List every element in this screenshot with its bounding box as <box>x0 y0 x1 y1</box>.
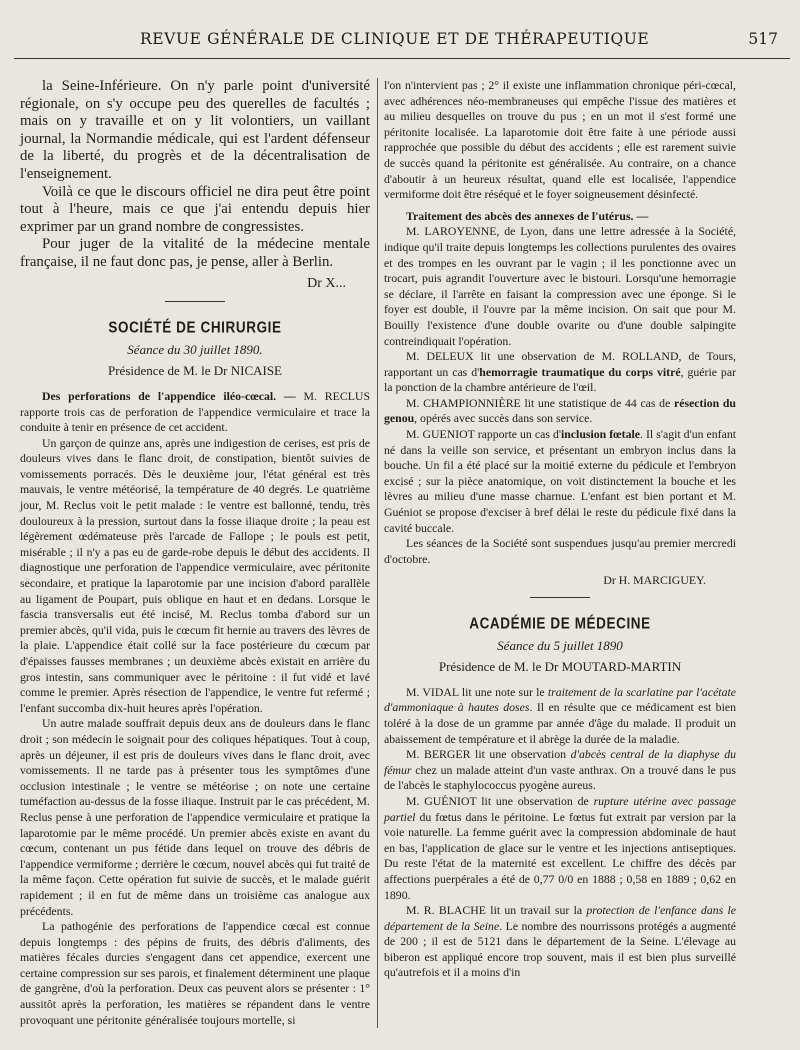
session-date: Séance du 5 juillet 1890 <box>497 637 623 653</box>
article-paragraph: La pathogénie des perforations de l'appendice cœcal est connue depuis longtemps : des pépins de fruits, des débris d'aliments, des matières fécales durcies s'engagent dans cet appendice, exercent une certaine compression sur ses parois, et finalement déterminent une plaque de gangrène, d'où la perforation. Deux cas peuvent alors se présenter : 1° aussitôt après la perforation, les matières se répandent dans le ventre provoquant une péritonite généralisée toujours mortelle, si <box>20 919 370 1027</box>
article-paragraph: l'on n'intervient pas ; 2° il existe une inflammation chronique péri-cœcal, avec adhérences néo-membraneuses qui empêche l'issue des matières et au milieu desquelles on trouve du pus ; en un mot il s'est formé une péritonite localisée. La laparotomie doit être faite à une période aussi rapprochée que possible du début des accidents ; elle est rarement suivie de succès quand la péritonite est généralisée. Au contraire, on a chance d'aboutir à un heureux résultat, quand elle est localisée, l'appendice vermiforme doit être réséqué et le foyer soigneusement désinfecté. <box>384 78 736 202</box>
article-paragraph: M. BERGER lit une observation d'abcès central de la diaphyse du fémur chez un malade atteint d'un vaste anthrax. On a trouvé dans le pus de l'abcès le staphylococcus pyogène aureus. <box>384 747 736 793</box>
intro-section <box>20 78 370 272</box>
intro-paragraph: Voilà ce que le discours officiel ne dira peut être point tout à l'heure, mais ce que j'ai entendu depuis hier exprimer par un grand nombre de congressistes. <box>20 183 370 235</box>
article-paragraph: M. CHAMPIONNIÈRE lit une statistique de 44 cas de résection du genou, opérés avec succès dans son service. <box>384 395 736 426</box>
article-paragraph: M. R. BLACHE lit un travail sur la protection de l'enfance dans le département de la Seine. Le nombre des nourrissons protégés a augmenté de 200 ; il est de 5121 dans le département de la Seine. L'élevage au biberon est appliqué encore trop souvent, mais il est bien plus surveillé qu'autrefois et il a moins d'in <box>384 903 737 980</box>
running-head <box>140 30 778 52</box>
session-date: Séance du 30 juillet 1890. <box>127 341 263 357</box>
page-number: 517 <box>748 30 778 48</box>
intro-paragraph: Pour juger de la vitalité de la médecine mentale française, il ne faut donc pas, je pense, aller à Berlin. <box>20 236 370 270</box>
session-president: Présidence de M. le Dr NICAISE <box>107 363 282 379</box>
header-rule <box>14 58 790 59</box>
divider <box>165 301 225 302</box>
article-paragraph: Des perforations de l'appendice iléo-cœcal. — M. RECLUS rapporte trois cas de perforation de l'appendice vermiculaire et trace la conduite à tenir en présence de cet accident. <box>20 388 370 435</box>
article-rubric: Des perforations de l'appendice iléo-cœcal. — <box>42 388 296 403</box>
article-paragraph: Les séances de la Société sont suspendues jusqu'au premier mercredi d'octobre. <box>384 536 736 566</box>
session-president: Présidence de M. le Dr MOUTARD-MARTIN <box>438 659 682 675</box>
left-column <box>20 78 370 1028</box>
article-paragraph: M. GUÉNIOT lit une observation de rupture utérine avec passage partiel du fœtus dans le péritoine. Le fœtus fut extrait par version par la voie naturelle. La femme guérit avec la compression abdominale de haut en bas, l'application de glace sur le ventre et les injections antiseptiques. Du reste l'état de la maternité est excellent. Le chiffre des décès par affections puerpérales a été de 0,77 0/0 en 1888 ; 0,58 en 1889 ; 0,62 en 1890. <box>384 793 736 902</box>
article-paragraph: M. DELEUX lit une observation de M. ROLLAND, de Tours, rapportant un cas d'hemorragie traumatique du corps vitré, guérie par la ponction de la chambre antérieure de l'œil. <box>384 349 736 395</box>
article-paragraph: M. VIDAL lit une note sur le traitement de la scarlatine par l'acétate d'ammoniaque à hautes doses. Il en résulte que ce médicament est bien toléré à la dose de un gramme par année d'âge du malade. Il produit un abaissement de température et il abrège la durée de la maladie. <box>384 684 736 746</box>
right-column <box>384 78 736 981</box>
article-rubric: Traitement des abcès des annexes de l'utérus. — <box>406 208 649 223</box>
column-divider <box>377 78 378 1028</box>
article-paragraph: Un garçon de quinze ans, après une indigestion de cerises, est pris de douleurs vives dans le flanc droit, de constipation, bientôt suivies de vomissements porracés. Dès le deuxième jour, l'état général est très mauvais, le ventre météorisé, la température de 40 degrés. Le quatrième jour, M. Reclus voit le petit malade : le ventre est ballonné, tendu, très douloureux à la pression, surtout dans la fosse iliaque droite ; la peau est légèrement œdémateuse près l'arcade de Fallope ; le pouls est petit, misérable ; il n'y a pas eu de garde-robe depuis le début des accidents. Il diagnostique une perforation de l'appendice vermiculaire, avec péritonite secondaire, et pratique la laparotomie par une incision d'abord parallèle au ligament de Poupart, puis oblique en haut et en dedans. Lorsque le fascia transversalis eut été incisé, M. Reclus tomba d'abord sur un premier abcès, qu'il vida, puis le cœcum fit hernie au travers des lèvres de la plaie. L'appendice était collé sur la face postérieure du cœcum par d'épaisses fausses membranes ; un deuxième abcès existait en arrière du gros intestin, sans communiquer avec le péritoine : il fut vidé et lavé comme le premier. Après résection de l'appendice, le ventre fut refermé ; l'enfant succomba dix-huit heures après l'opération. <box>20 435 370 715</box>
divider <box>530 597 590 598</box>
author-signature: Dr X... <box>307 275 346 291</box>
article-paragraph: M. LAROYENNE, de Lyon, dans une lettre adressée à la Société, indique qu'il traite depuis longtemps les collections purulentes des ovaires et des trompes en les ouvrant par le vagin ; il les ponctionne avec un trocart, puis agrandit l'ouverture avec le bistouri. Lorsqu'une hemorragie se déclare, il l'arrête en faisant la compression avec une éponge. Si le foyer est double, il l'ouvre par la même incision. On sait que pour M. Bouilly l'existence d'une double ovarite ou d'une double salpingite contreindiquait l'opération. <box>384 224 736 348</box>
section-title: SOCIÉTÉ DE CHIRURGIE <box>108 318 282 337</box>
journal-title: REVUE GÉNÉRALE DE CLINIQUE ET DE THÉRAPEUTIQUE <box>140 30 650 48</box>
intro-paragraph: la Seine-Inférieure. On n'y parle point d'université régionale, on s'y occupe peu des querelles de facultés ; mais on y travaille et on y lit volontiers, un vaillant journal, la Normandie médicale, qui est l'ardent défenseur de la liberté, du progrès et de la décentralisation de l'enseignement. <box>20 78 370 182</box>
section-title: ACADÉMIE DE MÉDECINE <box>469 614 651 633</box>
article-paragraph <box>384 209 736 225</box>
author-signature: Dr H. MARCIGUEY. <box>603 573 706 588</box>
article-paragraph: Un autre malade souffrait depuis deux ans de douleurs dans le flanc droit ; son médecin le soignait pour des coliques hépatiques. Tout à coup, après un déjeuner, il est pris de douleurs vives dans le flanc droit, avec vomissements. Il ne tarde pas à présenter tous les symptômes d'une occlusion intestinale ; le ventre se météorise ; on note une certaine tuméfaction au-dessus de la fosse iliaque. Instruit par le cas précédent, M. Reclus pense à une perforation de l'appendice vermiculaire et pratique la laparotomie par le même procédé. Un premier abcès existe en avant du cœcum, contenant un pus fétide dans lequel on trouve des débris de l'appendice vermiforme ; derrière le cœcum, nouvel abcès qui fut traité de la même façon. Cette opération fut suivie de succès, et le malade guérit rapidement ; il en fut de même dans un troisième cas analogue aux précédents. <box>20 716 370 918</box>
article-paragraph: M. GUENIOT rapporte un cas d'inclusion fœtale. Il s'agit d'un enfant né dans la veille son service, et présentant un embryon inclus dans la bouche. Un fil a été placé sur la moitié externe du pédicule et l'embryon excisé ; sur la pièce anatomique, on voit distinctement la bouche et les lèvres au milieu d'une masse charnue. L'enfant est bien portant et M. Guéniot se propose d'exciser à bref délai le reste du pédicule fixé dans la cavité buccale. <box>384 427 736 535</box>
